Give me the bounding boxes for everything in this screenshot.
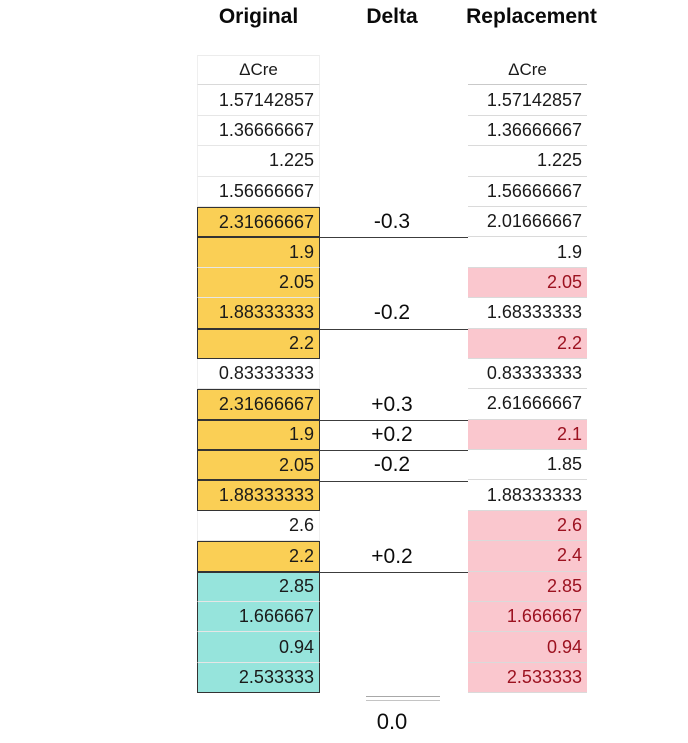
original-cell[interactable]: 2.6 xyxy=(197,511,320,541)
original-cell[interactable]: 1.88333333 xyxy=(197,480,320,510)
original-cell[interactable]: 2.85 xyxy=(197,572,320,602)
connector-line xyxy=(320,481,468,482)
replacement-cell[interactable]: 1.56666667 xyxy=(468,177,587,207)
column-title-original: Original xyxy=(218,5,299,28)
original-cell[interactable]: 0.94 xyxy=(197,632,320,662)
original-cell[interactable]: 2.05 xyxy=(197,268,320,298)
original-table xyxy=(197,55,320,693)
replacement-cell[interactable]: 2.05 xyxy=(468,268,587,298)
replacement-table-header: ΔCre xyxy=(468,55,587,85)
original-cell[interactable]: 2.05 xyxy=(197,450,320,480)
original-cell[interactable]: 1.9 xyxy=(197,420,320,450)
original-cell[interactable]: 1.36666667 xyxy=(197,116,320,146)
replacement-cell[interactable]: 2.1 xyxy=(468,420,587,450)
original-cell[interactable]: 1.666667 xyxy=(197,602,320,632)
original-cell[interactable]: 1.9 xyxy=(197,237,320,267)
original-cell[interactable]: 2.31666667 xyxy=(197,389,320,419)
delta-value: -0.3 xyxy=(373,210,411,234)
replacement-cell[interactable]: 1.666667 xyxy=(468,602,587,632)
original-cell[interactable]: 1.88333333 xyxy=(197,298,320,328)
replacement-cell[interactable]: 2.85 xyxy=(468,572,587,602)
replacement-cell[interactable]: 2.533333 xyxy=(468,663,587,693)
column-title-replacement: Replacement xyxy=(466,5,597,28)
original-table-header: ΔCre xyxy=(197,55,320,85)
replacement-cell[interactable]: 0.94 xyxy=(468,632,587,662)
replacement-cell[interactable]: 2.61666667 xyxy=(468,389,587,419)
replacement-cell[interactable]: 1.85 xyxy=(468,450,587,480)
replacement-cell[interactable]: 2.6 xyxy=(468,511,587,541)
original-cell[interactable]: 2.533333 xyxy=(197,663,320,693)
replacement-table xyxy=(468,55,587,693)
original-cell[interactable]: 2.31666667 xyxy=(197,207,320,237)
connector-line xyxy=(320,329,468,330)
connector-line xyxy=(320,237,468,238)
delta-value: -0.2 xyxy=(373,301,411,325)
delta-value: +0.3 xyxy=(371,392,413,416)
replacement-cell[interactable]: 1.36666667 xyxy=(468,116,587,146)
original-cell[interactable]: 1.56666667 xyxy=(197,177,320,207)
replacement-cell[interactable]: 2.4 xyxy=(468,541,587,571)
delta-value: +0.2 xyxy=(371,544,413,568)
total-double-rule xyxy=(366,696,440,701)
original-cell[interactable]: 0.83333333 xyxy=(197,359,320,389)
replacement-cell[interactable]: 0.83333333 xyxy=(468,359,587,389)
replacement-cell[interactable]: 1.9 xyxy=(468,237,587,267)
connector-line xyxy=(320,572,468,573)
replacement-cell[interactable]: 2.2 xyxy=(468,329,587,359)
original-cell[interactable]: 2.2 xyxy=(197,541,320,571)
replacement-cell[interactable]: 1.225 xyxy=(468,146,587,176)
delta-value: -0.2 xyxy=(373,453,411,477)
original-cell[interactable]: 1.57142857 xyxy=(197,85,320,115)
replacement-cell[interactable]: 1.88333333 xyxy=(468,480,587,510)
delta-value: +0.2 xyxy=(371,422,413,446)
replacement-cell[interactable]: 1.68333333 xyxy=(468,298,587,328)
replacement-cell[interactable]: 1.57142857 xyxy=(468,85,587,115)
column-title-delta: Delta xyxy=(366,5,418,28)
total-delta-value: 0.0 xyxy=(376,709,408,734)
replacement-cell[interactable]: 2.01666667 xyxy=(468,207,587,237)
original-cell[interactable]: 1.225 xyxy=(197,146,320,176)
original-cell[interactable]: 2.2 xyxy=(197,329,320,359)
